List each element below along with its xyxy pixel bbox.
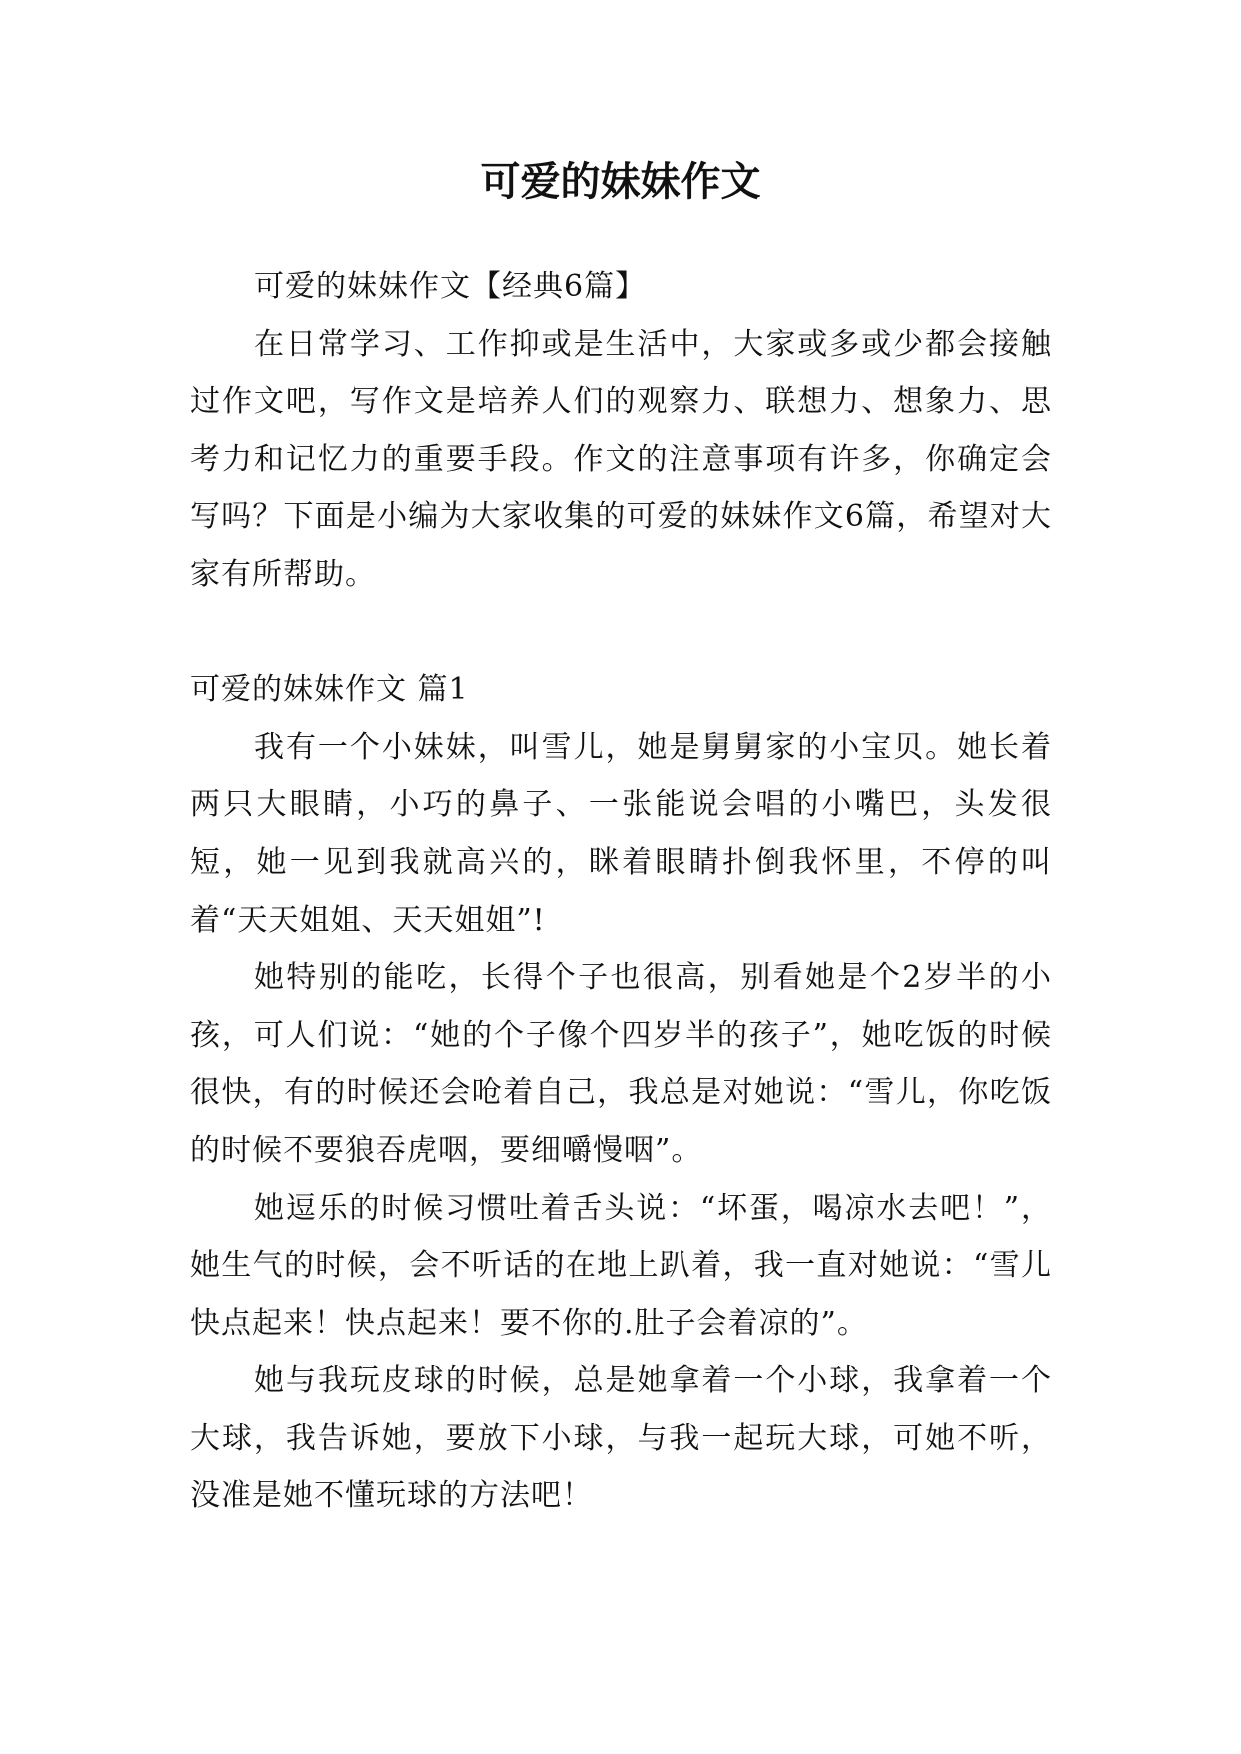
- essay-paragraph: 她逗乐的时候习惯吐着舌头说：“坏蛋，喝凉水去吧！”，她生气的时候，会不听话的在地上趴着，我一直对她说：“雪儿快点起来！快点起来！要不你的.肚子会着凉的”。: [190, 1190, 1052, 1341]
- page-title: 可爱的妹妹作文: [480, 159, 761, 205]
- essay-paragraph: 她特别的能吃，长得个子也很高，别看她是个2岁半的小孩，可人们说：“她的个子像个四岁半的孩子”，她吃饭的时候很快，有的时候还会呛着自己，我总是对她说：“雪儿，你吃饭的时候不要狼吞虎咽，要细嚼慢咽”。: [190, 960, 1052, 1168]
- section-heading: 可爱的妹妹作文 篇1: [190, 672, 469, 708]
- essay-paragraph: 我有一个小妹妹，叫雪儿，她是舅舅家的小宝贝。她长着两只大眼睛，小巧的鼻子、一张能说会唱的小嘴巴，头发很短，她一见到我就高兴的，眯着眼睛扑倒我怀里，不停的叫着“天天姐姐、天天姐姐”!: [190, 729, 1052, 938]
- essay-paragraph: 她与我玩皮球的时候，总是她拿着一个小球，我拿着一个大球，我告诉她，要放下小球，与我一起玩大球，可她不听，没准是她不懂玩球的方法吧！: [190, 1363, 1052, 1514]
- document-subtitle: 可爱的妹妹作文【经典6篇】: [254, 269, 647, 304]
- document-body: [190, 258, 1052, 1525]
- spacer: [190, 604, 1052, 662]
- intro-paragraph: 在日常学习、工作抑或是生活中，大家或多或少都会接触过作文吧，写作文是培养人们的观察力、联想力、想象力、思考力和记忆力的重要手段。作文的注意事项有许多，你确定会写吗？下面是小编为大家收集的可爱的妹妹作文6篇，希望对大家有所帮助。: [190, 326, 1052, 592]
